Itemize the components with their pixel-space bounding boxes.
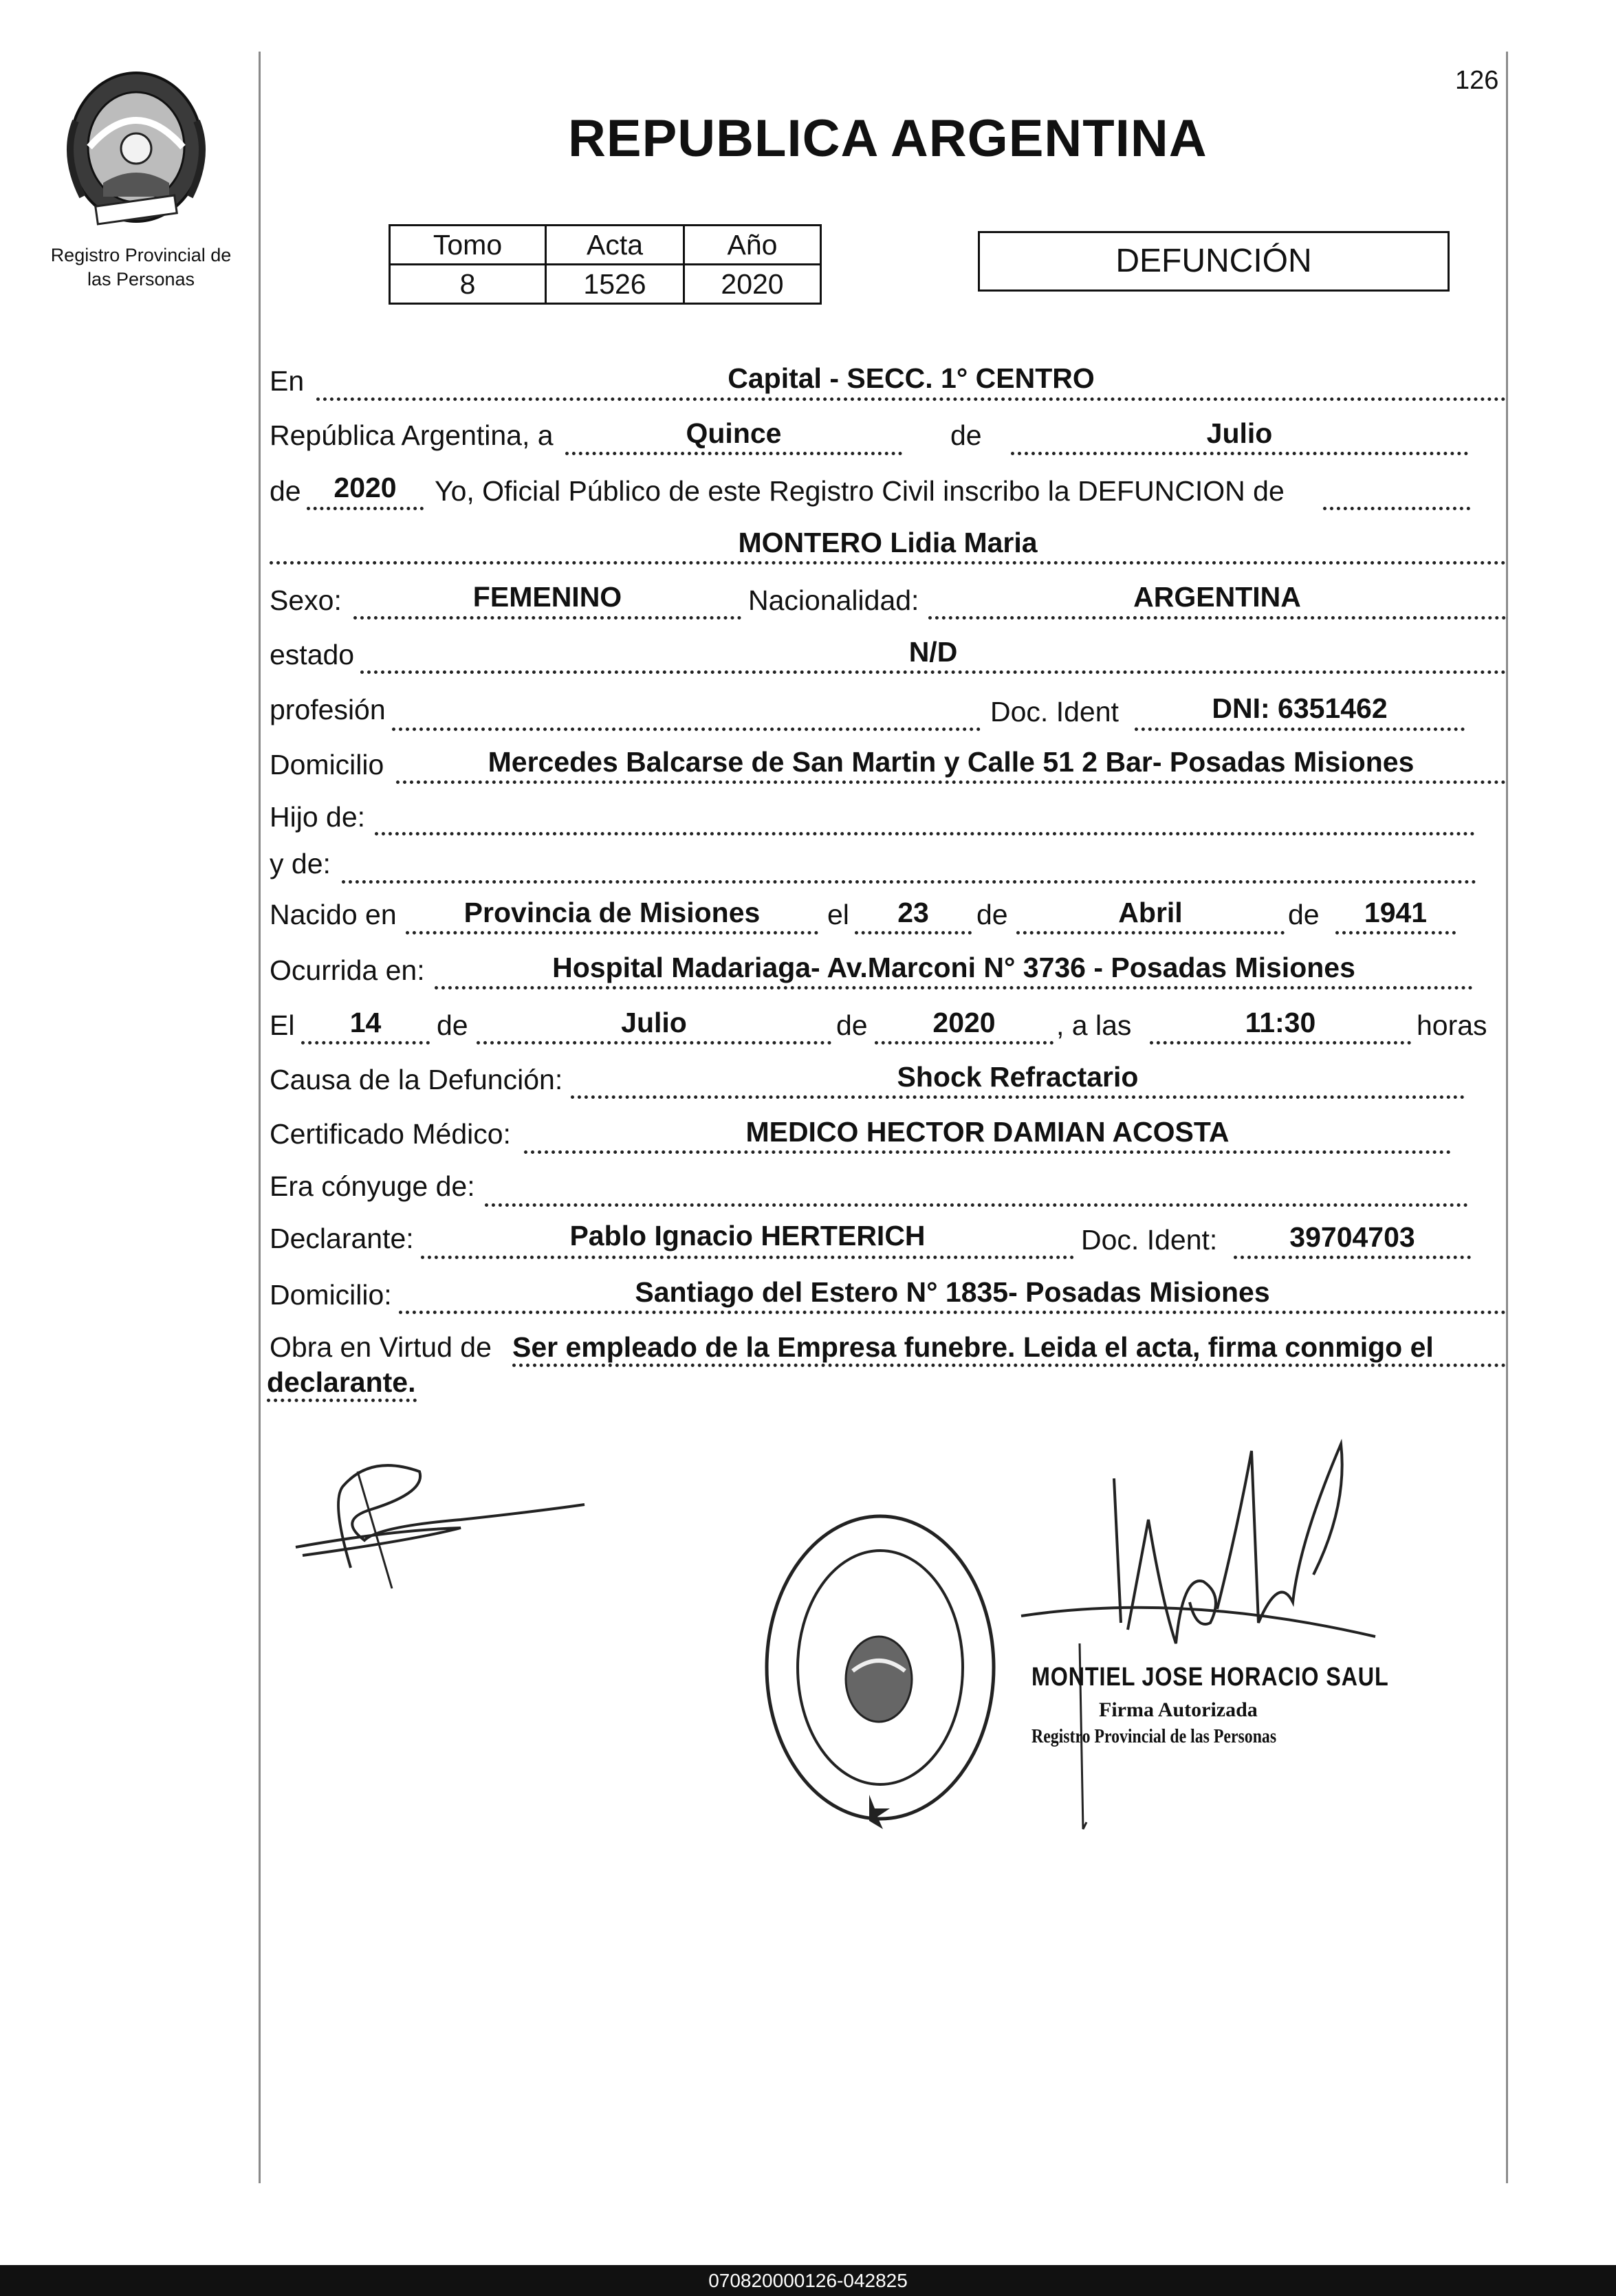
line-nac-dia <box>855 931 972 934</box>
line-y-de <box>342 880 1476 884</box>
header-acta: Acta <box>546 226 684 265</box>
value-acta: 1526 <box>546 265 684 304</box>
label-y-de: y de: <box>270 848 331 879</box>
label-domicilio: Domicilio <box>270 749 384 780</box>
label-de-nac-2: de <box>1288 899 1320 930</box>
label-de-2: de <box>270 475 301 507</box>
label-nacido-en: Nacido en <box>270 899 397 930</box>
label-de-def-2: de <box>836 1009 868 1041</box>
line-nacido-en <box>406 931 818 934</box>
page-title: REPUBLICA ARGENTINA <box>568 109 1208 168</box>
line-profesion <box>392 728 981 731</box>
line-anio-inscripcion <box>307 507 424 510</box>
label-nacionalidad: Nacionalidad: <box>748 584 919 616</box>
line-dia-inscripcion <box>565 452 902 455</box>
line-def-hora <box>1150 1041 1411 1045</box>
value-nacionalidad: ARGENTINA <box>1133 581 1301 613</box>
label-doc-ident: Doc. Ident <box>990 696 1119 728</box>
header-tomo: Tomo <box>390 226 546 265</box>
value-sexo: FEMENINO <box>472 581 622 613</box>
line-conyuge <box>485 1203 1468 1207</box>
official-seal <box>756 1506 1004 1829</box>
line-nacionalidad <box>928 616 1506 620</box>
label-profesion: profesión <box>270 694 386 725</box>
label-sexo: Sexo: <box>270 584 342 616</box>
line-obra-2 <box>267 1399 417 1402</box>
footer-code: 070820000126-042825 <box>0 2265 1616 2296</box>
label-yo-oficial: Yo, Oficial Público de este Registro Civil inscribo la DEFUNCION de <box>435 475 1285 507</box>
line-declarante <box>421 1256 1074 1259</box>
label-de-nac-1: de <box>976 899 1008 930</box>
label-de-def-1: de <box>437 1009 468 1041</box>
header-anio: Año <box>684 226 821 265</box>
label-el-cap: El <box>270 1009 295 1041</box>
record-table-header-row <box>390 226 821 265</box>
stamp-org: Registro Provincial de las Personas <box>1031 1726 1277 1747</box>
line-hijo-de <box>375 832 1475 835</box>
label-conyuge: Era cónyuge de: <box>270 1170 475 1202</box>
page-number: 126 <box>1455 66 1499 95</box>
value-nac-anio: 1941 <box>1364 897 1428 928</box>
label-ocurrida-en: Ocurrida en: <box>270 954 425 986</box>
label-causa: Causa de la Defunción: <box>270 1064 563 1095</box>
official-signature <box>1018 1437 1389 1836</box>
label-estado: estado <box>270 639 355 670</box>
value-nac-dia: 23 <box>897 897 929 928</box>
label-horas: horas <box>1417 1009 1487 1041</box>
value-declarante-doc: 39704703 <box>1289 1221 1415 1253</box>
value-obra-line1: Ser empleado de la Empresa funebre. Leida el acta, firma conmigo el <box>512 1331 1434 1363</box>
record-table-value-row <box>390 265 821 304</box>
line-declarante-domicilio <box>399 1311 1506 1314</box>
line-causa <box>571 1095 1465 1099</box>
line-obra-1 <box>512 1364 1506 1367</box>
label-domicilio-declarante: Domicilio: <box>270 1279 392 1311</box>
stamp-role: Firma Autorizada <box>1099 1698 1258 1721</box>
line-certificado <box>524 1150 1451 1154</box>
line-lugar <box>316 397 1506 401</box>
value-obra-line2: declarante. <box>267 1366 416 1398</box>
label-el: el <box>827 899 849 930</box>
label-certificado: Certificado Médico: <box>270 1118 511 1150</box>
value-estado: N/D <box>908 636 958 668</box>
registry-name <box>28 243 254 292</box>
stamp-name: MONTIEL JOSE HORACIO SAUL <box>1031 1663 1389 1692</box>
line-declarante-doc <box>1234 1256 1471 1259</box>
label-de-1: de <box>950 419 982 451</box>
line-def-anio <box>875 1041 1053 1045</box>
value-mes-inscripcion: Julio <box>1206 417 1273 449</box>
value-declarante-domicilio: Santiago del Estero N° 1835- Posadas Misiones <box>635 1276 1270 1308</box>
line-mes-inscripcion <box>1011 452 1468 455</box>
value-nac-mes: Abril <box>1118 897 1183 928</box>
province-emblem <box>55 66 217 228</box>
line-sexo <box>353 616 741 620</box>
value-def-dia: 14 <box>349 1007 382 1038</box>
line-def-mes <box>477 1041 831 1045</box>
line-domicilio <box>396 780 1506 784</box>
line-estado <box>360 670 1506 674</box>
label-obra: Obra en Virtud de <box>270 1331 492 1363</box>
value-tomo: 8 <box>390 265 546 304</box>
right-margin-line <box>1506 52 1508 2183</box>
label-a-las: , a las <box>1056 1009 1132 1041</box>
line-nac-anio <box>1335 931 1456 934</box>
value-lugar: Capital - SECC. 1° CENTRO <box>728 362 1095 394</box>
label-declarante: Declarante: <box>270 1223 414 1254</box>
value-domicilio: Mercedes Balcarse de San Martin y Calle 51 2 Bar- Posadas Misiones <box>488 746 1415 778</box>
registry-name-line1: Registro Provincial de <box>50 245 232 265</box>
value-declarante: Pablo Ignacio HERTERICH <box>569 1220 926 1251</box>
value-doc-ident: DNI: 6351462 <box>1212 692 1388 724</box>
line-nac-mes <box>1016 931 1285 934</box>
value-causa: Shock Refractario <box>897 1061 1139 1093</box>
label-en: En <box>270 365 305 397</box>
value-dia-inscripcion: Quince <box>686 417 782 449</box>
label-doc-ident-declarante: Doc. Ident: <box>1081 1224 1218 1256</box>
declarant-signature <box>289 1444 591 1595</box>
value-nacido-en: Provincia de Misiones <box>463 897 761 928</box>
record-table <box>389 224 822 305</box>
registry-name-line2: las Personas <box>87 269 195 289</box>
line-ocurrida-en <box>435 986 1473 990</box>
label-hijo-de: Hijo de: <box>270 801 366 833</box>
value-def-anio: 2020 <box>932 1007 996 1038</box>
line-yo-oficial-end <box>1323 507 1470 510</box>
value-ocurrida-en: Hospital Madariaga- Av.Marconi N° 3736 - Posadas Misiones <box>552 952 1355 983</box>
label-republica: República Argentina, a <box>270 419 554 451</box>
value-def-hora: 11:30 <box>1245 1007 1316 1038</box>
value-def-mes: Julio <box>621 1007 687 1038</box>
value-certificado: MEDICO HECTOR DAMIAN ACOSTA <box>745 1116 1230 1148</box>
line-fallecido <box>270 561 1506 565</box>
value-anio-inscripcion: 2020 <box>334 472 397 503</box>
value-anio: 2020 <box>684 265 821 304</box>
left-margin-line <box>259 52 261 2183</box>
value-fallecido: MONTERO Lidia Maria <box>738 527 1038 558</box>
line-def-dia <box>301 1041 430 1045</box>
record-type-box: DEFUNCIÓN <box>978 231 1450 292</box>
line-doc-ident <box>1135 728 1465 731</box>
